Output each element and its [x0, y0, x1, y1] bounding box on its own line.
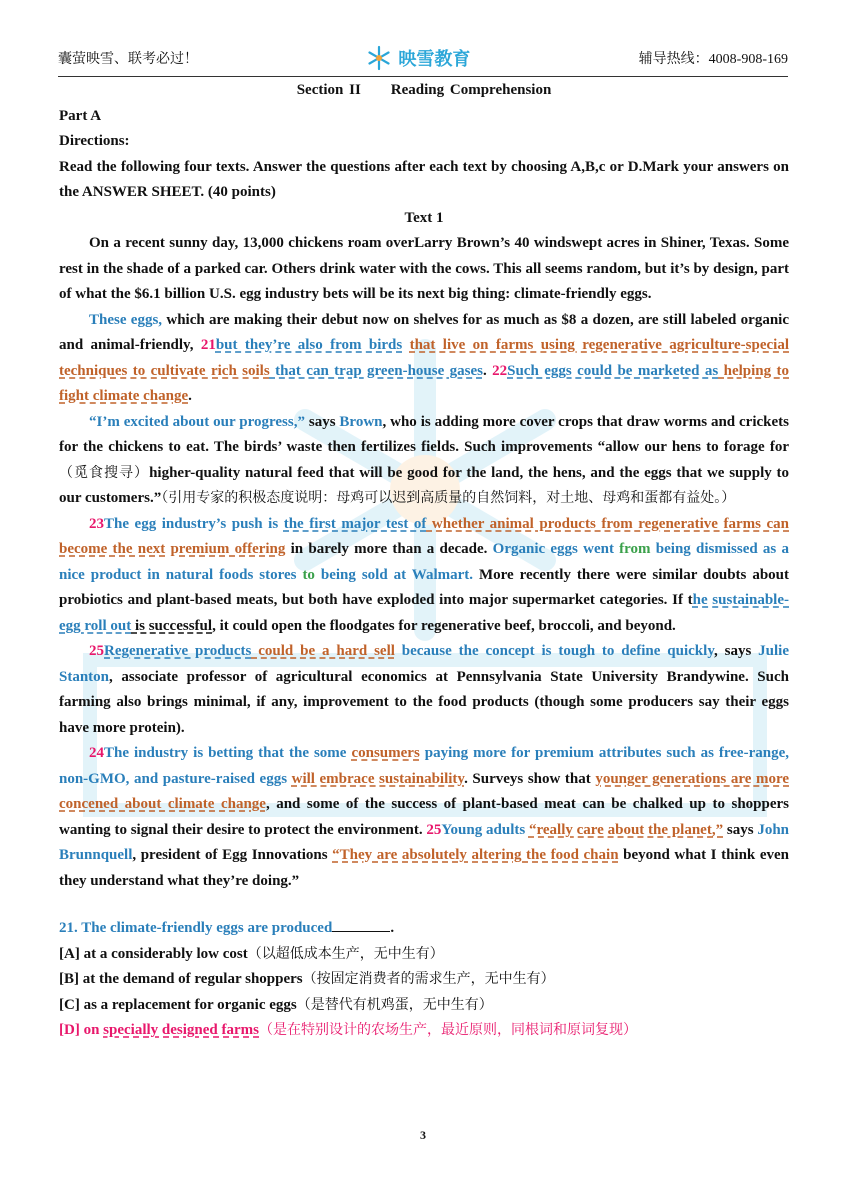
question-marker: 25	[426, 821, 442, 838]
question-marker: 24	[89, 745, 104, 761]
question-stem: 21. The climate-friendly eggs are produced .	[59, 916, 789, 942]
directions-label: Directions:	[59, 133, 130, 149]
text-title: Text 1	[404, 209, 444, 226]
option-c: [C] as a replacement for organic eggs（是替代有机鸡蛋，无中生有）	[59, 996, 493, 1013]
option-a: [A] at a considerably low cost（以超低成本生产，无中生有）	[59, 945, 444, 962]
answer-blank	[332, 917, 390, 932]
header-slogan: 囊萤映雪、联考必过！	[58, 52, 198, 67]
page-number: 3	[420, 1128, 426, 1142]
option-d: [D] on specially designed farms（是在特别设计的农场生产，最近原则，同根词和原词复现）	[59, 1022, 638, 1038]
page-header	[58, 40, 788, 77]
paragraph-5: 25Regenerative products could be a hard sell because the concept is tough to define quickly, says Julie Stanton, associate professor of agricultural economics at Pennsylvania State University Brandywine. Such farming also brings minimal, if any, improvement to the food products (though some producers say their eggs have more protein).	[59, 643, 789, 736]
option-b: [B] at the demand of regular shoppers（按固定消费者的需求生产，无中生有）	[59, 971, 555, 987]
paragraph-2: These eggs, which are making their debut now on shelves for as much as $8 a dozen, are still labeled organic and animal-friendly, 21but they’re also from birds that live on farms using regenerative agriculture-special techniques to cultivate rich soils that can trap green-house gases. 22Such eggs could be marketed as helping to fight climate change.	[59, 311, 790, 404]
paragraph-4: 23The egg industry’s push is the first major test of whether animal products from regenerative farms can become the next premium offering in barely more than a decade. Organic eggs went from being dismissed as a nice product in natural foods stores to being sold at Walmart. More recently there were similar doubts about probiotics and plant-based meats, but both have exploded into major supermarket categories. If the sustainable-egg roll out is successful, it could open the floodgates for regenerative beef, broccoli, and beyond.	[59, 515, 789, 634]
header-hotline: 辅导热线：4008-908-169	[638, 52, 788, 67]
brand-logo	[366, 45, 470, 71]
question-marker: 22	[492, 362, 508, 379]
paragraph-1: On a recent sunny day, 13,000 chickens roam overLarry Brown’s 40 windswept acres in Shiner, Texas. Some rest in the shade of a parked car. Others drink water with the cows. This all seems random, but it’s by design, part of what the $6.1 billion U.S. egg industry bets will be its next big thing: climate-friendly eggs.	[59, 235, 789, 302]
question-marker: 25	[89, 643, 104, 659]
part-heading: Part A	[59, 107, 102, 124]
question-marker: 21	[200, 337, 216, 353]
snowflake-icon	[366, 45, 392, 71]
directions-text: Read the following four texts. Answer the questions after each text by choosing A,B,c or D.Mark your answers on the ANSWER SHEET. (40 points)	[59, 158, 789, 200]
section-title: Section II Reading Comprehension	[296, 82, 552, 98]
document-body	[59, 78, 789, 1044]
question-marker: 23	[89, 515, 104, 532]
logo-text: 映雪教育	[398, 49, 471, 69]
paragraph-6: 24The industry is betting that the some consumers paying more for premium attributes such as free-range, non-GMO, and pasture-raised eggs will embrace sustainability. Surveys show that younger generations are more concened about climate change, and some of the success of plant-based meat can be chalked up to shoppers wanting to signal their desire to protect the environment. 25Young adults “really care about the planet,” says John Brunnquell, president of Egg Innovations “They are absolutely altering the food chain beyond what I think even they understand what they’re doing.”	[59, 745, 790, 889]
paragraph-3: “I’m excited about our progress,” says Brown, who is adding more cover crops that draw worms and crickets for the chickens to eat. The birds’ waste then fertilizes fields. Such improvements “allow our hens to forage for（觅食搜寻）higher-quality natural feed that will be good for the land, the hens, and the eggs that we supply to our customers.”（引用专家的积极态度说明：母鸡可以迟到高质量的自然饲料，对土地、母鸡和蛋都有益处。）	[59, 413, 790, 506]
